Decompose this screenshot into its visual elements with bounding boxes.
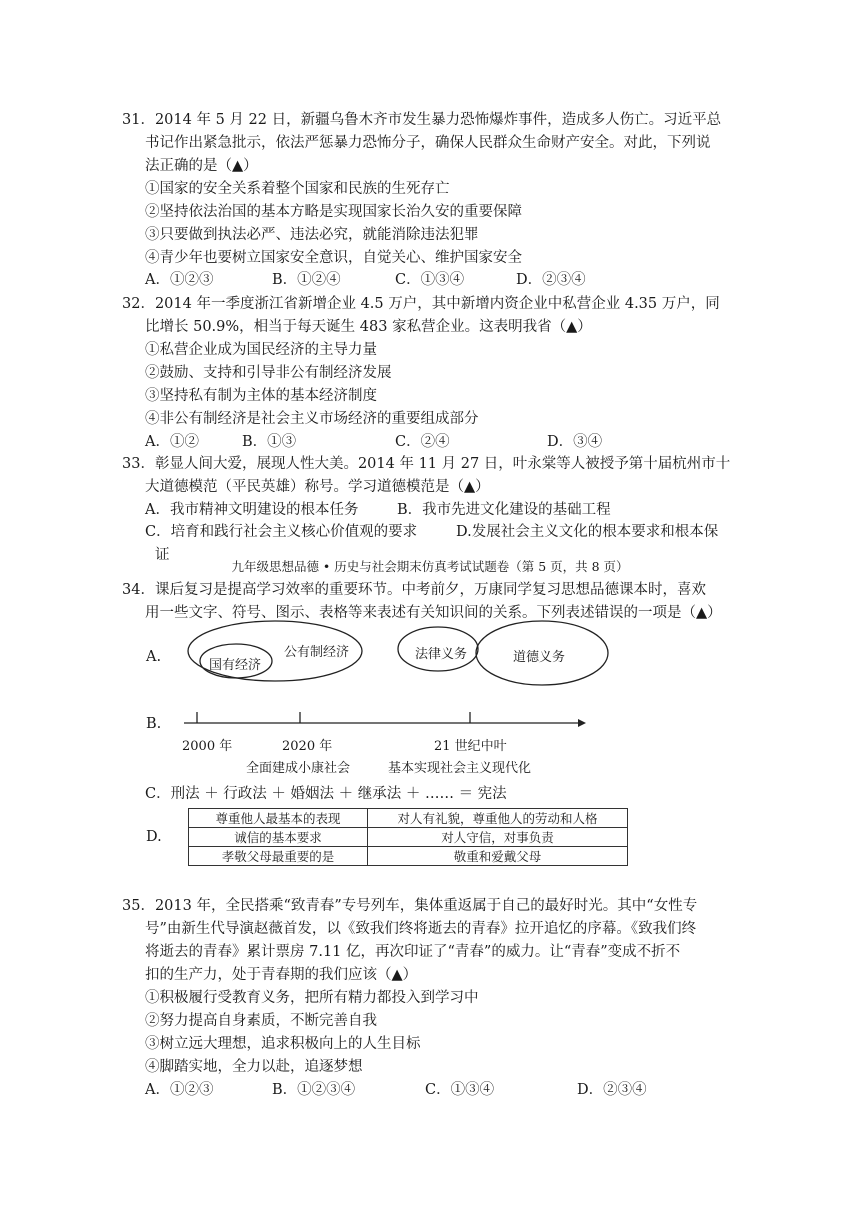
- q33-stem-line-1: 33．彰显人间大爱，展现人性大美。2014 年 11 月 27 日，叶永棠等人被授予第十届杭州市十: [122, 456, 731, 472]
- q34-option-d-label[interactable]: D.: [146, 829, 162, 845]
- venn-right-label: 道德义务: [513, 650, 566, 665]
- q31-stem-line-3: 法正确的是（▲）: [145, 158, 258, 174]
- timeline-year-2020: 2020 年: [282, 739, 333, 754]
- q32-option-d[interactable]: D．③④: [547, 434, 603, 450]
- timeline-year-2000: 2000 年: [182, 739, 233, 754]
- q31-item-4: ④青少年也要树立国家安全意识，自觉关心、维护国家安全: [145, 250, 522, 266]
- q35-stem-line-3: 将逝去的青春》累计票房 7.11 亿，再次印证了“青春”的威力。让“青春”变成不折不: [145, 944, 681, 960]
- q31-item-1: ①国家的安全关系着整个国家和民族的生死存亡: [145, 181, 450, 197]
- q31-option-c[interactable]: C．①③④: [395, 272, 465, 288]
- q34-stem-line-1: 34．课后复习是提高学习效率的重要环节。中考前夕，万康同学复习思想品德课本时，喜欢: [122, 582, 706, 598]
- table-row: [189, 809, 628, 828]
- q33-stem-line-2: 大道德模范（平民英雄）称号。学习道德模范是（▲）: [145, 479, 490, 495]
- q33-option-b[interactable]: B．我市先进文化建设的基础工程: [397, 502, 611, 518]
- q35-option-c[interactable]: C．①③④: [425, 1082, 495, 1098]
- q32-item-2: ②鼓励、支持和引导非公有制经济发展: [145, 365, 392, 381]
- q32-option-b[interactable]: B．①③: [242, 434, 297, 450]
- q31-item-2: ②坚持依法治国的基本方略是实现国家长治久安的重要保障: [145, 204, 522, 220]
- q32-item-3: ③坚持私有制为主体的基本经济制度: [145, 388, 377, 404]
- q32-option-c[interactable]: C．②④: [395, 434, 450, 450]
- venn-inner-label: 国有经济: [209, 658, 262, 673]
- timeline-year-mid-century: 21 世纪中叶: [434, 739, 507, 754]
- table-row: [189, 828, 628, 847]
- q34-option-c[interactable]: C．刑法 ＋ 行政法 ＋ 婚姻法 ＋ 继承法 ＋ …… ＝ 宪法: [145, 786, 507, 802]
- q31-option-b[interactable]: B．①②④: [272, 272, 341, 288]
- q33-option-d[interactable]: D.发展社会主义文化的根本要求和根本保: [456, 524, 719, 540]
- q35-option-d[interactable]: D．②③④: [577, 1082, 647, 1098]
- table-cell: 诚信的基本要求: [189, 828, 368, 847]
- q34-table: [188, 808, 628, 866]
- venn-outer-label: 公有制经济: [284, 645, 350, 660]
- q34-timeline: [180, 708, 600, 732]
- table-cell: 敬重和爱戴父母: [368, 847, 628, 866]
- q35-item-2: ②努力提高自身素质，不断完善自我: [145, 1013, 377, 1029]
- q31-item-3: ③只要做到执法必严、违法必究，就能消除违法犯罪: [145, 227, 479, 243]
- q32-option-a[interactable]: A．①②: [145, 434, 199, 450]
- q31-option-a[interactable]: A．①②③: [145, 272, 214, 288]
- q32-item-1: ①私营企业成为国民经济的主导力量: [145, 342, 377, 358]
- table-cell: 孝敬父母最重要的是: [189, 847, 368, 866]
- q33-option-a[interactable]: A．我市精神文明建设的根本任务: [145, 502, 359, 518]
- q35-item-3: ③树立远大理想，追求积极向上的人生目标: [145, 1036, 421, 1052]
- q35-item-1: ①积极履行受教育义务，把所有精力都投入到学习中: [145, 990, 479, 1006]
- timeline-desc-mid-century: 基本实现社会主义现代化: [388, 761, 532, 776]
- table-cell: 对人有礼貌，尊重他人的劳动和人格: [368, 809, 628, 828]
- q35-stem-line-1: 35．2013 年，全民搭乘“致青春”专号列车，集体重返属于自己的最好时光。其中“女性专: [122, 898, 698, 914]
- page-footer: 九年级思想品德 • 历史与社会期末仿真考试试题卷（第 5 页，共 8 页）: [231, 559, 629, 574]
- q35-item-4: ④脚踏实地，全力以赴，追逐梦想: [145, 1059, 363, 1075]
- q35-option-a[interactable]: A．①②③: [145, 1082, 214, 1098]
- q33-option-c[interactable]: C．培育和践行社会主义核心价值观的要求: [145, 524, 418, 540]
- q35-stem-line-4: 扣的生产力，处于青春期的我们应该（▲）: [145, 967, 418, 983]
- venn-left-label: 法律义务: [415, 647, 468, 662]
- q31-option-d[interactable]: D．②③④: [516, 272, 586, 288]
- q32-stem-line-2: 比增长 50.9%，相当于每天诞生 483 家私营企业。这表明我省（▲）: [145, 319, 592, 335]
- q32-stem-line-1: 32．2014 年一季度浙江省新增企业 4.5 万户，其中新增内资企业中私营企业 4.35 万户，同: [122, 296, 720, 312]
- q35-option-b[interactable]: B．①②③④: [272, 1082, 356, 1098]
- table-row: [189, 847, 628, 866]
- timeline-arrowhead: [578, 719, 586, 727]
- q35-stem-line-2: 号”由新生代导演赵薇首发，以《致我们终将逝去的青春》拉开追忆的序幕。《致我们终: [145, 921, 697, 937]
- table-cell: 尊重他人最基本的表现: [189, 809, 368, 828]
- q32-item-4: ④非公有制经济是社会主义市场经济的重要组成部分: [145, 411, 479, 427]
- q31-stem-line-1: 31．2014 年 5 月 22 日，新疆乌鲁木齐市发生暴力恐怖爆炸事件，造成多人伤亡。习近平总: [122, 112, 722, 128]
- table-cell: 对人守信，对事负责: [368, 828, 628, 847]
- timeline-desc-2020: 全面建成小康社会: [246, 761, 351, 776]
- q31-stem-line-2: 书记作出紧急批示，依法严惩暴力恐怖分子，确保人民群众生命财产安全。对此，下列说: [145, 135, 711, 151]
- q33-option-d-continued: 证: [155, 547, 170, 563]
- q34-option-a-label[interactable]: A.: [146, 649, 162, 665]
- q34-stem-line-2: 用一些文字、符号、图示、表格等来表述有关知识间的关系。下列表述错误的一项是（▲）: [145, 605, 722, 621]
- q34-option-b-label[interactable]: B.: [146, 716, 162, 732]
